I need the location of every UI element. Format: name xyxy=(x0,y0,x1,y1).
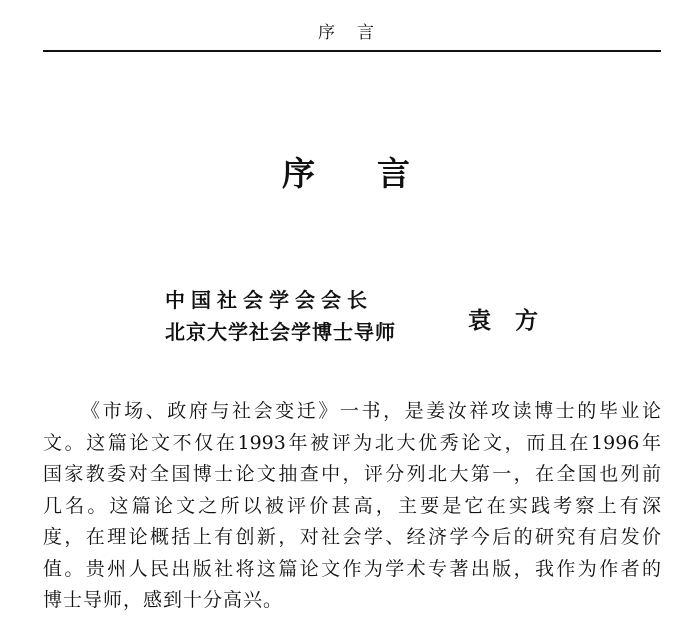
author-name: 袁方 xyxy=(468,307,562,334)
header-rule xyxy=(43,50,661,52)
chapter-title: 序言 xyxy=(282,154,472,193)
body-line: 博士导师，感到十分高兴。 xyxy=(43,589,284,611)
running-header: 序言 xyxy=(318,23,396,43)
body-line: 度，在理论概括上有创新，对社会学、经济学今后的研究有启发价 xyxy=(43,526,661,548)
body-line: 《市场、政府与社会变迁》一书，是姜汝祥攻读博士的毕业论 xyxy=(81,400,661,422)
body-paragraph xyxy=(43,396,661,617)
body-line: 文。这篇论文不仅在1993年被评为北大优秀论文，而且在1996年 xyxy=(43,431,661,454)
body-line: 值。贵州人民出版社将这篇论文作为学术专著出版，我作为作者的 xyxy=(43,557,661,580)
affiliation-line-1: 中国社会学会会长 xyxy=(165,288,373,312)
body-line: 几名。这篇论文之所以被评价甚高，主要是它在实践考察上有深 xyxy=(43,494,661,517)
body-line: 国家教委对全国博士论文抽查中，评分列北大第一，在全国也列前 xyxy=(43,463,661,485)
affiliation-line-2: 北京大学社会学博士导师 xyxy=(165,320,396,344)
author-affiliation xyxy=(165,284,396,348)
